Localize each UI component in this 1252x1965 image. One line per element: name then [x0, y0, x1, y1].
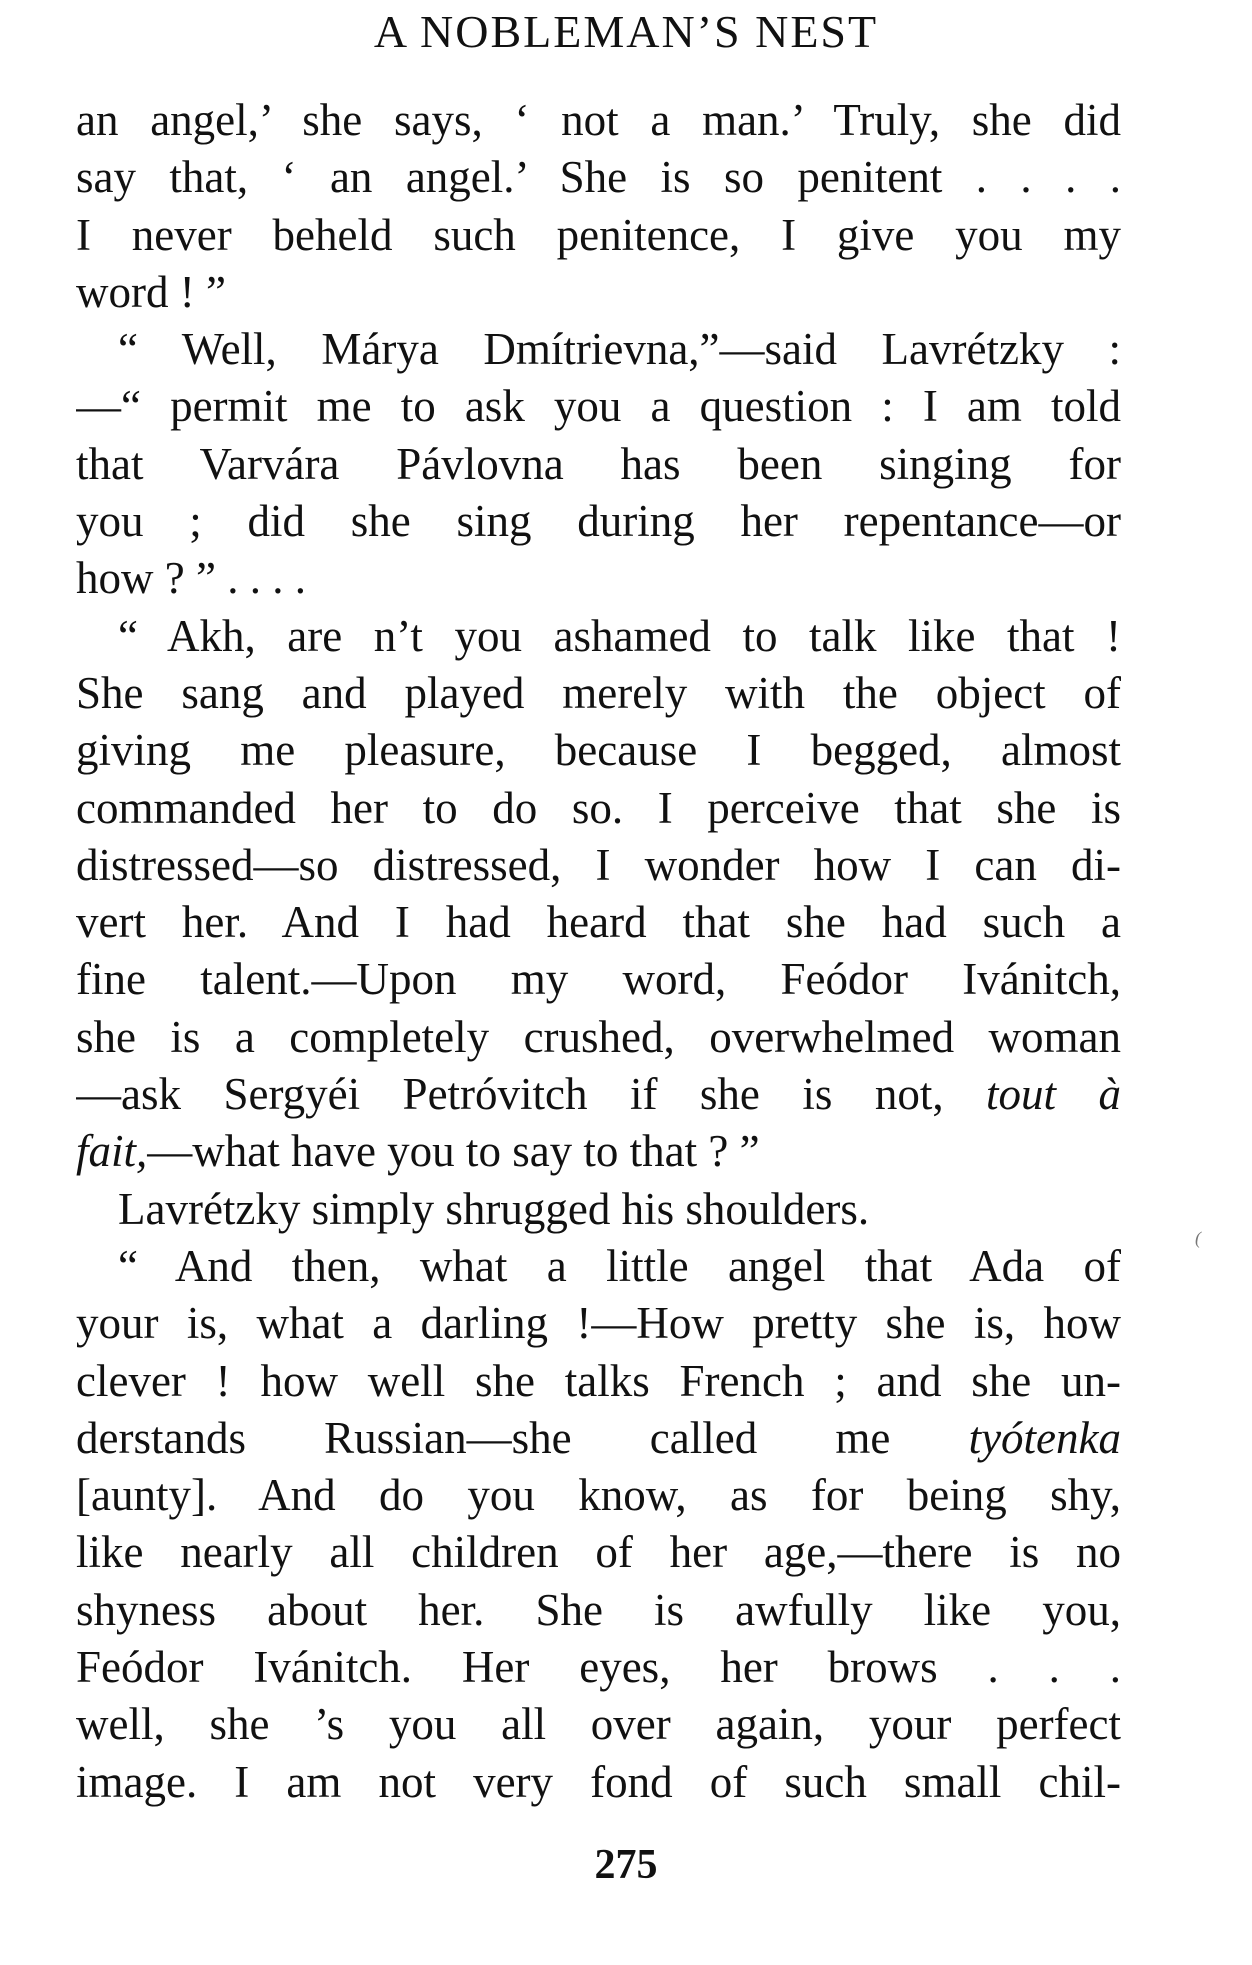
text-segment: you ; did she sing during her repentance—or: [76, 496, 1121, 547]
text-line: [76, 493, 1121, 550]
text-line: [76, 1238, 1121, 1295]
italic-text: tyótenka: [968, 1412, 1121, 1463]
text-line: [76, 1696, 1121, 1753]
text-segment: Feódor Ivánitch. Her eyes, her brows . . .: [76, 1642, 1121, 1693]
running-head: A NOBLEMAN’S NEST: [373, 6, 879, 57]
text-line: [76, 1123, 1121, 1180]
text-line: [76, 264, 1121, 321]
text-line: [76, 780, 1121, 837]
stray-mark: (: [1195, 1228, 1201, 1248]
text-line: [76, 1181, 1121, 1238]
text-line: [76, 1582, 1121, 1639]
text-line: [76, 1754, 1121, 1811]
text-segment: distressed—so distressed, I wonder how I can di-: [76, 839, 1121, 890]
text-line: [76, 378, 1121, 435]
text-line: [76, 1353, 1121, 1410]
italic-text: fait,: [76, 1126, 148, 1177]
text-line: [76, 665, 1121, 722]
text-line: [76, 1410, 1121, 1467]
text-segment: “ Akh, are n’t you ashamed to talk like that !: [118, 610, 1121, 661]
text-segment: clever ! how well she talks French ; and she un-: [76, 1355, 1121, 1406]
text-segment: image. I am not very fond of such small chil-: [76, 1756, 1121, 1807]
text-segment: —ask Sergyéi Petróvitch if she is not,: [76, 1069, 987, 1120]
text-line: [76, 207, 1121, 264]
text-segment: “ And then, what a little angel that Ada of: [118, 1240, 1121, 1291]
text-segment: fine talent.—Upon my word, Feódor Ivánitch,: [76, 954, 1121, 1005]
italic-text: tout à: [986, 1069, 1121, 1120]
text-line: [76, 436, 1121, 493]
text-segment: [aunty]. And do you know, as for being shy,: [76, 1470, 1121, 1521]
text-line: [76, 1009, 1121, 1066]
text-segment: how ? ” . . . .: [76, 553, 306, 604]
text-segment: Lavrétzky simply shrugged his shoulders.: [118, 1183, 870, 1234]
text-segment: derstands Russian—she called me: [76, 1412, 969, 1463]
text-line: [76, 1524, 1121, 1581]
text-segment: like nearly all children of her age,—there is no: [76, 1527, 1121, 1578]
page-number: 275: [594, 1842, 658, 1888]
text-line: [76, 837, 1121, 894]
text-segment: —what have you to say to that ? ”: [147, 1126, 760, 1177]
text-segment: —“ permit me to ask you a question : I am told: [76, 381, 1121, 432]
text-line: [76, 608, 1121, 665]
text-line: [76, 1467, 1121, 1524]
text-line: [76, 1639, 1121, 1696]
text-line: [76, 92, 1121, 149]
text-segment: vert her. And I had heard that she had such a: [76, 897, 1121, 948]
text-line: [76, 894, 1121, 951]
text-segment: an angel,’ she says, ‘ not a man.’ Truly, she did: [76, 95, 1121, 145]
text-line: [76, 149, 1121, 206]
text-line: [76, 951, 1121, 1008]
text-segment: your is, what a darling !—How pretty she is, how: [76, 1298, 1121, 1349]
text-segment: that Varvára Pávlovna has been singing for: [76, 438, 1121, 489]
text-line: [76, 321, 1121, 378]
text-segment: I never beheld such penitence, I give you my: [76, 209, 1121, 260]
body-text: [76, 92, 1121, 1811]
text-segment: shyness about her. She is awfully like you,: [76, 1584, 1121, 1635]
text-segment: well, she ’s you all over again, your perfect: [76, 1699, 1121, 1750]
text-line: [76, 1066, 1121, 1123]
text-segment: giving me pleasure, because I begged, almost: [76, 725, 1121, 776]
text-line: [76, 722, 1121, 779]
text-segment: commanded her to do so. I perceive that she is: [76, 782, 1121, 833]
text-segment: she is a completely crushed, overwhelmed woman: [76, 1011, 1121, 1062]
text-segment: “ Well, Márya Dmítrievna,”—said Lavrétzky :: [118, 324, 1121, 375]
text-segment: She sang and played merely with the object of: [76, 667, 1121, 718]
text-segment: word ! ”: [76, 266, 226, 317]
text-segment: say that, ‘ an angel.’ She is so penitent . . . .: [76, 152, 1121, 203]
text-line: [76, 550, 1121, 607]
text-line: [76, 1295, 1121, 1352]
